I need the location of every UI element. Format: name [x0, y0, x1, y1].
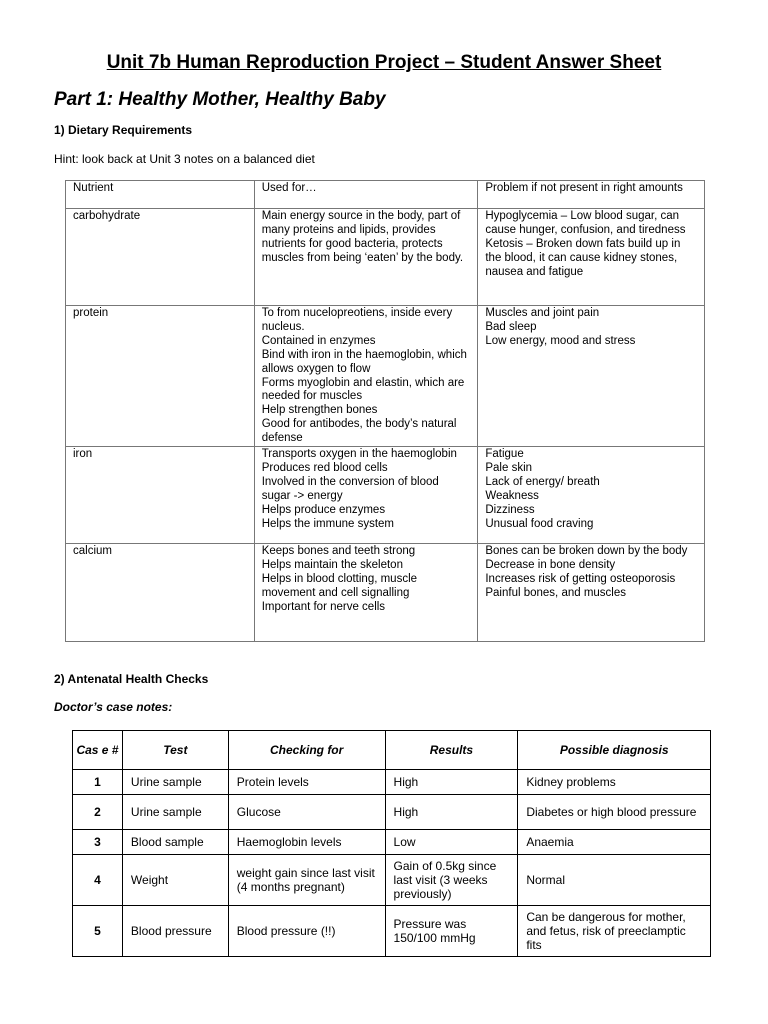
- test-cell: Blood sample: [122, 830, 228, 855]
- problem-cell: [478, 447, 705, 544]
- problem-line: Unusual food craving: [485, 517, 594, 530]
- test-cell: Urine sample: [122, 770, 228, 795]
- nutrient-cell: iron: [66, 447, 255, 544]
- document-title: Unit 7b Human Reproduction Project – Student Answer Sheet: [106, 52, 662, 73]
- checking-cell: Protein levels: [228, 770, 385, 795]
- header-checking-for: Checking for: [228, 731, 385, 770]
- diagnosis-cell: Kidney problems: [518, 770, 711, 795]
- used-for-line: Helps in blood clotting, muscle movement and cell signalling: [261, 572, 418, 599]
- used-for-line: Involved in the conversion of blood sugar -> energy: [261, 475, 439, 502]
- used-for-line: Help strengthen bones: [261, 404, 378, 417]
- case-number: 1: [73, 770, 123, 795]
- table-header-row: [66, 181, 705, 209]
- problem-line: Increases risk of getting osteoporosis: [485, 572, 676, 585]
- used-for-line: Helps produce enzymes: [261, 503, 386, 516]
- table-row: [73, 770, 711, 795]
- test-cell: Urine sample: [122, 795, 228, 830]
- used-for-line: Keeps bones and teeth strong: [261, 545, 416, 558]
- case-number: 5: [73, 906, 123, 957]
- header-test: Test: [122, 731, 228, 770]
- problem-cell: [478, 544, 705, 642]
- test-cell: Blood pressure: [122, 906, 228, 957]
- used-for-line: Important for nerve cells: [261, 600, 386, 613]
- table-row: [66, 209, 705, 306]
- used-for-line: Helps the immune system: [261, 517, 394, 530]
- checking-cell: Blood pressure (!!): [228, 906, 385, 957]
- used-for-line: Contained in enzymes: [261, 334, 376, 347]
- used-for-line: Bind with iron in the haemoglobin, which allows oxygen to flow: [261, 348, 467, 375]
- problem-line: Painful bones, and muscles: [485, 586, 626, 599]
- used-for-line: Good for antibodes, the body’s natural defense: [261, 418, 457, 445]
- used-for-line: Produces red blood cells: [261, 461, 388, 474]
- results-cell: Gain of 0.5kg since last visit (3 weeks previously): [385, 855, 518, 906]
- problem-line: Ketosis – Broken down fats build up in the blood, it can cause kidney stones, nausea and fatigue: [485, 237, 681, 278]
- used-for-cell: [254, 209, 478, 306]
- checking-cell: Glucose: [228, 795, 385, 830]
- case-number: 4: [73, 855, 123, 906]
- results-cell: Low: [385, 830, 518, 855]
- problem-line: Bad sleep: [485, 320, 537, 333]
- diagnosis-cell: Can be dangerous for mother, and fetus, risk of preeclamptic fits: [518, 906, 711, 957]
- checking-cell: Haemoglobin levels: [228, 830, 385, 855]
- problem-line: Low energy, mood and stress: [485, 334, 636, 347]
- problem-line: Fatigue: [485, 448, 524, 461]
- results-cell: Pressure was 150/100 mmHg: [385, 906, 518, 957]
- hint-text: Hint: look back at Unit 3 notes on a balanced diet: [54, 152, 315, 166]
- header-nutrient: Nutrient: [66, 181, 255, 209]
- test-cell: Weight: [122, 855, 228, 906]
- table-row: [73, 795, 711, 830]
- case-number: 3: [73, 830, 123, 855]
- problem-line: Muscles and joint pain: [485, 307, 600, 319]
- nutrient-cell: calcium: [66, 544, 255, 642]
- problem-line: Dizziness: [485, 503, 535, 516]
- table-row: [73, 906, 711, 957]
- results-cell: High: [385, 770, 518, 795]
- header-used-for: Used for…: [254, 181, 478, 209]
- problem-line: Lack of energy/ breath: [485, 475, 600, 488]
- table-row: [66, 447, 705, 544]
- diagnosis-cell: Diabetes or high blood pressure: [518, 795, 711, 830]
- header-case-number: Cas e #: [73, 731, 123, 770]
- used-for-cell: [254, 544, 478, 642]
- diagnosis-cell: Normal: [518, 855, 711, 906]
- checking-cell: weight gain since last visit (4 months pregnant): [228, 855, 385, 906]
- nutrient-cell: carbohydrate: [66, 209, 255, 306]
- used-for-line: Transports oxygen in the haemoglobin: [261, 448, 457, 461]
- table-header-row: [73, 731, 711, 770]
- table-row: [66, 306, 705, 447]
- section2-heading: 2) Antenatal Health Checks: [54, 672, 209, 686]
- dietary-requirements-table: [65, 180, 705, 642]
- problem-line: Bones can be broken down by the body: [485, 545, 688, 558]
- used-for-line: Helps maintain the skeleton: [261, 558, 403, 571]
- diagnosis-cell: Anaemia: [518, 830, 711, 855]
- used-for-line: Main energy source in the body, part of many proteins and lipids, provides nutrients for good bacteria, protects muscles from being ‘eaten’ by the body.: [261, 210, 464, 264]
- section1-heading: 1) Dietary Requirements: [54, 123, 193, 137]
- case-notes-heading: Doctor’s case notes:: [54, 700, 173, 714]
- part1-heading: Part 1: Healthy Mother, Healthy Baby: [54, 89, 386, 110]
- used-for-line: To from nucelopreotiens, inside every nucleus.: [261, 307, 453, 333]
- header-possible-diagnosis: Possible diagnosis: [518, 731, 711, 770]
- table-row: [73, 855, 711, 906]
- case-number: 2: [73, 795, 123, 830]
- header-results: Results: [385, 731, 518, 770]
- problem-line: Decrease in bone density: [485, 558, 616, 571]
- problem-line: Hypoglycemia – Low blood sugar, can cause hunger, confusion, and tiredness: [485, 210, 686, 236]
- results-cell: High: [385, 795, 518, 830]
- used-for-cell: [254, 447, 478, 544]
- used-for-cell: [254, 306, 478, 447]
- header-problem: Problem if not present in right amounts: [478, 181, 705, 209]
- problem-line: Pale skin: [485, 461, 533, 474]
- table-row: [66, 544, 705, 642]
- problem-cell: [478, 209, 705, 306]
- problem-line: Weakness: [485, 489, 539, 502]
- problem-cell: [478, 306, 705, 447]
- used-for-line: Forms myoglobin and elastin, which are needed for muscles: [261, 376, 465, 403]
- nutrient-cell: protein: [66, 306, 255, 447]
- table-row: [73, 830, 711, 855]
- case-notes-table: [72, 730, 711, 957]
